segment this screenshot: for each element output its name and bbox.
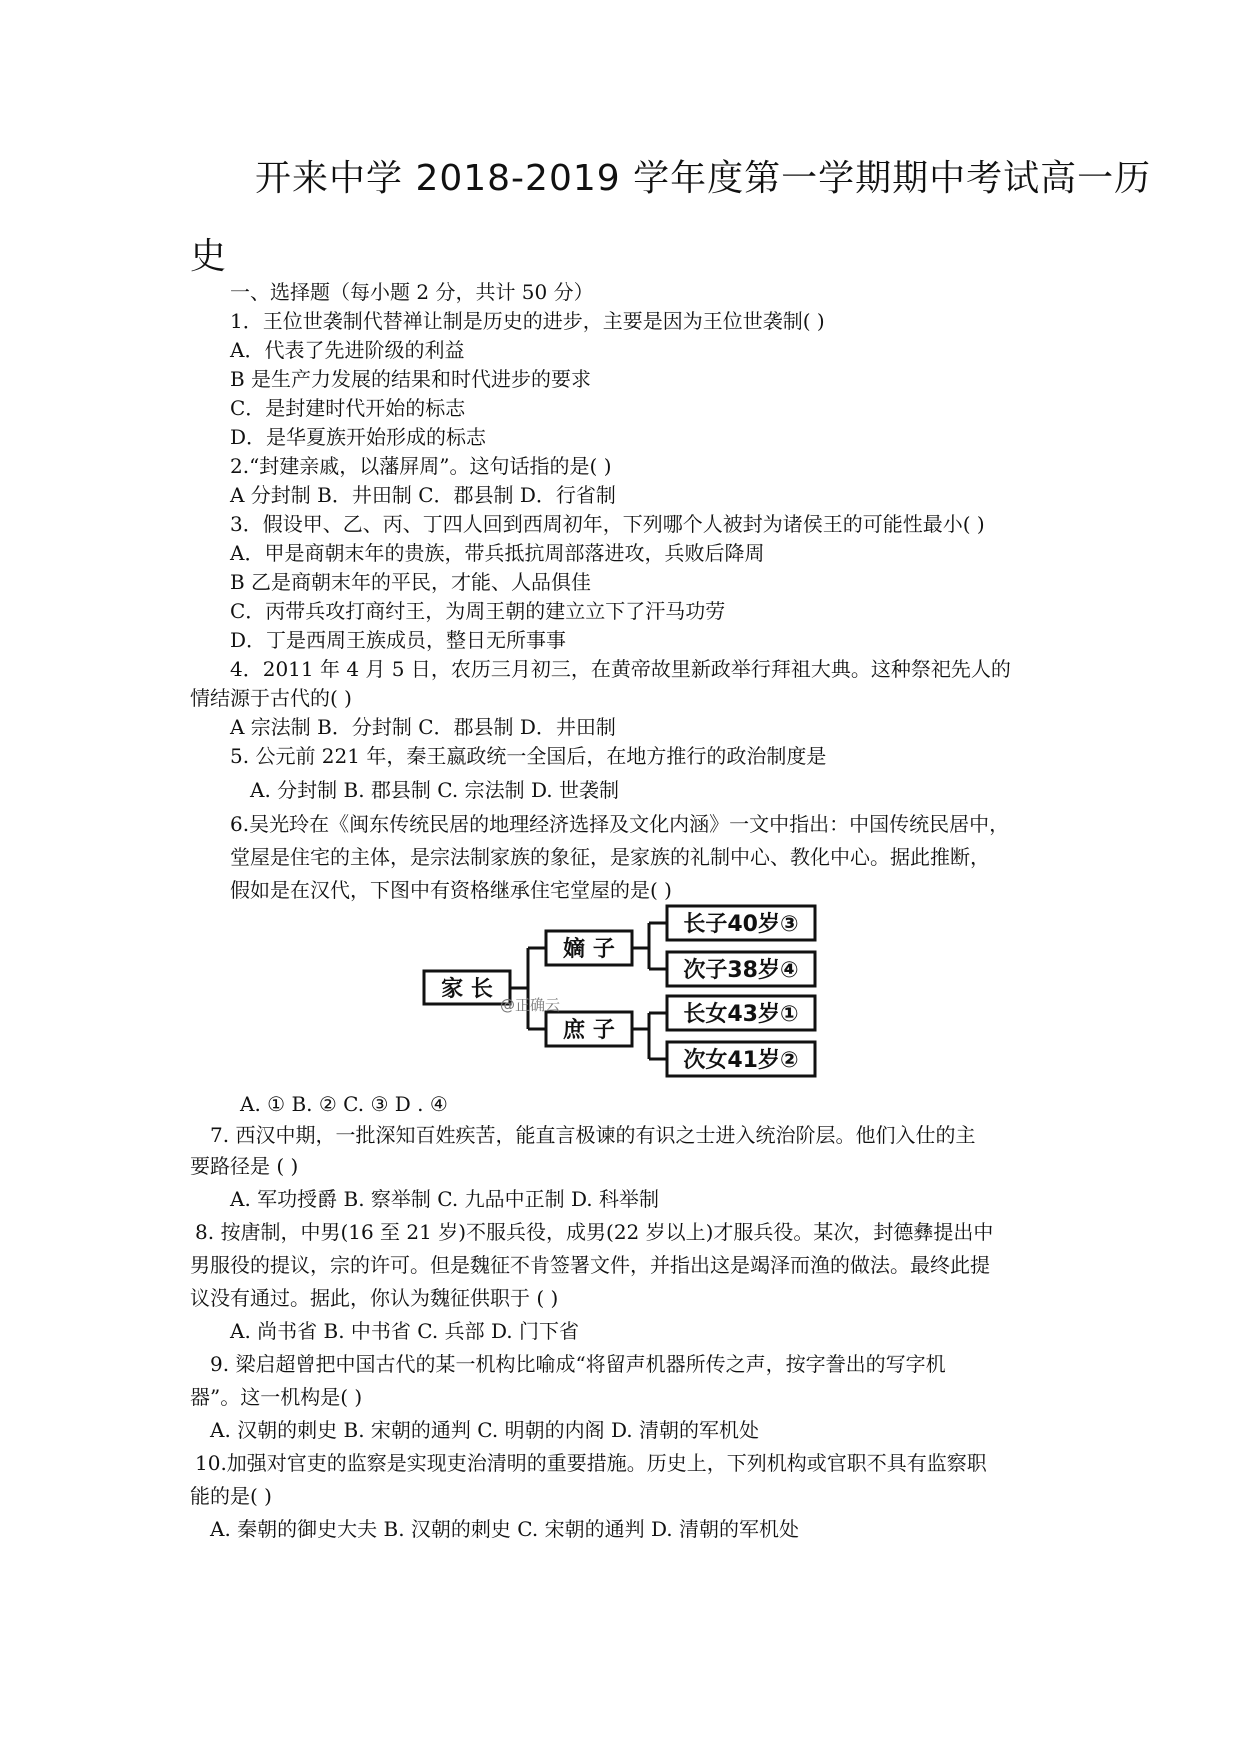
question-8-line1: 8. 按唐制，中男(16 至 21 岁)不服兵役，成男(22 岁以上)才服兵役。某次，封德彝提出中 xyxy=(195,1220,994,1244)
q10-options: A. 秦朝的御史大夫 B. 汉朝的刺史 C. 宋朝的通判 D. 清朝的军机处 xyxy=(210,1517,799,1541)
question-9-line1: 9. 梁启超曾把中国古代的某一机构比喻成“将留声机器所传之声，按字誊出的写字机 xyxy=(210,1352,946,1376)
leaf-label-1: 长子40岁③ xyxy=(683,912,799,937)
q9-options: A. 汉朝的刺史 B. 宋朝的通判 C. 明朝的内阁 D. 清朝的军机处 xyxy=(210,1418,759,1442)
exam-title-line1: 开来中学 2018-2019 学年度第一学期期中考试高一历 xyxy=(255,158,1152,199)
question-6-line2: 堂屋是住宅的主体，是宗法制家族的象征，是家族的礼制中心、教化中心。据此推断， xyxy=(230,845,990,869)
question-10-line1: 10.加强对官吏的监察是实现吏治清明的重要措施。历史上，下列机构或官职不具有监察职 xyxy=(195,1451,987,1475)
q3-option-d: D．丁是西周王族成员，整日无所事事 xyxy=(230,628,567,652)
question-4-line1: 4．2011 年 4 月 5 日，农历三月初三，在黄帝故里新政举行拜祖大典。这种祭祀先人的 xyxy=(230,657,1011,681)
question-9-line2: 器”。这一机构是( ) xyxy=(190,1385,363,1409)
family-tree-diagram xyxy=(420,902,820,1082)
question-10-line2: 能的是( ) xyxy=(190,1484,272,1508)
q8-options: A. 尚书省 B. 中书省 C. 兵部 D. 门下省 xyxy=(230,1319,579,1343)
q1-option-b: B 是生产力发展的结果和时代进步的要求 xyxy=(230,367,592,391)
question-3: 3．假设甲、乙、丙、丁四人回到西周初年，下列哪个人被封为诸侯王的可能性最小( ) xyxy=(230,512,985,536)
branch-bottom-label: 庶 子 xyxy=(563,1018,615,1043)
leaf-label-4: 次女41岁② xyxy=(683,1048,799,1073)
question-7-line2: 要路径是 ( ) xyxy=(190,1154,299,1178)
leaf-label-2: 次子38岁④ xyxy=(683,958,799,983)
watermark: @正确云 xyxy=(500,996,561,1014)
q3-option-c: C．丙带兵攻打商纣王，为周王朝的建立立下了汗马功劳 xyxy=(230,599,726,623)
q1-option-d: D．是华夏族开始形成的标志 xyxy=(230,425,487,449)
q7-options: A. 军功授爵 B. 察举制 C. 九品中正制 D. 科举制 xyxy=(230,1187,659,1211)
q1-option-c: C．是封建时代开始的标志 xyxy=(230,396,466,420)
question-2: 2.“封建亲戚，以藩屏周”。这句话指的是( ) xyxy=(230,454,612,478)
question-6-line1: 6.吴光玲在《闽东传统民居的地理经济选择及文化内涵》一文中指出：中国传统民居中， xyxy=(230,812,1010,836)
leaf-label-3: 长女43岁① xyxy=(683,1002,799,1027)
q4-options: A 宗法制 B．分封制 C．郡县制 D．井田制 xyxy=(230,715,616,739)
section-heading: 一、选择题（每小题 2 分，共计 50 分） xyxy=(230,280,594,304)
q3-option-a: A．甲是商朝末年的贵族，带兵抵抗周部落进攻，兵败后降周 xyxy=(230,541,765,565)
question-8-line2: 男服役的提议，宗的许可。但是魏征不肯签署文件，并指出这是竭泽而渔的做法。最终此提 xyxy=(190,1253,990,1277)
question-7-line1: 7. 西汉中期，一批深知百姓疾苦，能直言极谏的有识之士进入统治阶层。他们入仕的主 xyxy=(210,1123,976,1147)
q2-options: A 分封制 B．井田制 C．郡县制 D．行省制 xyxy=(230,483,616,507)
question-6-line3: 假如是在汉代，下图中有资格继承住宅堂屋的是( ) xyxy=(230,878,672,902)
q5-options: A. 分封制 B. 郡县制 C. 宗法制 D. 世袭制 xyxy=(250,778,619,802)
question-4-line2: 情结源于古代的( ) xyxy=(190,686,352,710)
q6-options: A. ① B. ② C. ③ D . ④ xyxy=(240,1092,448,1116)
exam-title-line2: 史 xyxy=(190,236,228,277)
root-label: 家 长 xyxy=(441,977,493,1002)
question-8-line3: 议没有通过。据此，你认为魏征供职于 ( ) xyxy=(190,1286,559,1310)
branch-top-label: 嫡 子 xyxy=(563,937,615,962)
q3-option-b: B 乙是商朝末年的平民，才能、人品俱佳 xyxy=(230,570,592,594)
q1-option-a: A．代表了先进阶级的利益 xyxy=(230,338,465,362)
question-1: 1．王位世袭制代替禅让制是历史的进步，主要是因为王位世袭制( ) xyxy=(230,309,825,333)
question-5: 5. 公元前 221 年，秦王嬴政统一全国后，在地方推行的政治制度是 xyxy=(230,744,827,768)
